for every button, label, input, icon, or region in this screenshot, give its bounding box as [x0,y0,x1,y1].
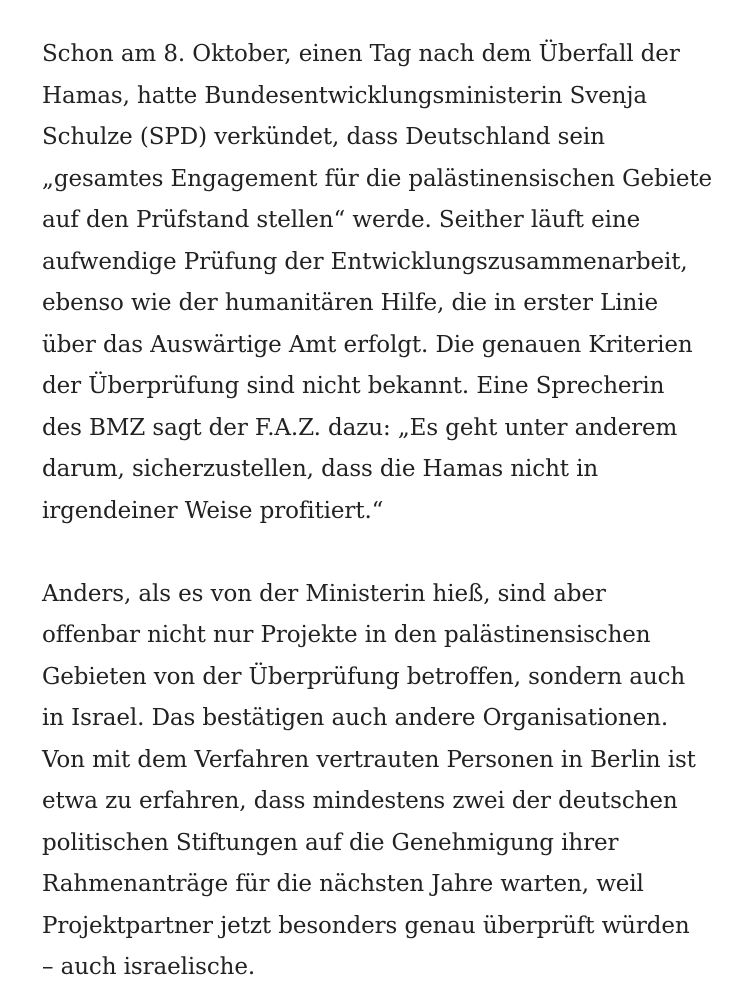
text-line: ebenso wie der humanitären Hilfe, die in erster Linie [42,290,659,316]
paragraph-1 [42,34,722,532]
text-line: irgendeiner Weise profitiert.“ [42,497,384,524]
text-line: darum, sicherzustellen, dass die Hamas nicht in [42,456,599,482]
text-line: Projektpartner jetzt besonders genau überprüft würden [42,912,690,939]
text-line: „gesamtes Engagement für die palästinensischen Gebiete [42,165,713,192]
text-line: offenbar nicht nur Projekte in den palästinensischen [42,622,651,648]
text-line: Schon am 8. Oktober, einen Tag nach dem Überfall der [42,41,680,67]
text-line: Hamas, hatte Bundesentwicklungsministerin Svenja [42,82,648,109]
text-line: Von mit dem Verfahren vertrauten Personen in Berlin ist [42,746,696,773]
article-body [42,34,722,989]
text-line: Gebieten von der Überprüfung betroffen, sondern auch [42,663,686,690]
text-line: über das Auswärtige Amt erfolgt. Die genauen Kriterien [42,331,693,358]
text-line: der Überprüfung sind nicht bekannt. Eine Sprecherin [42,373,665,399]
text-line: Rahmenanträge für die nächsten Jahre warten, weil [42,871,644,897]
text-line: des BMZ sagt der F.A.Z. dazu: „Es geht unter anderem [42,414,678,441]
text-line: auf den Prüfstand stellen“ werde. Seither läuft eine [42,207,641,233]
paragraph-2 [42,574,722,989]
text-line: politischen Stiftungen auf die Genehmigung ihrer [42,829,619,856]
text-line: etwa zu erfahren, dass mindestens zwei der deutschen [42,788,678,814]
text-line: aufwendige Prüfung der Entwicklungszusammenarbeit, [42,248,688,275]
text-line: – auch israelische. [42,954,256,980]
text-line: Schulze (SPD) verkündet, dass Deutschland sein [42,124,605,150]
text-line: Anders, als es von der Ministerin hieß, sind aber [42,580,606,607]
text-line: in Israel. Das bestätigen auch andere Organisationen. [42,705,669,731]
